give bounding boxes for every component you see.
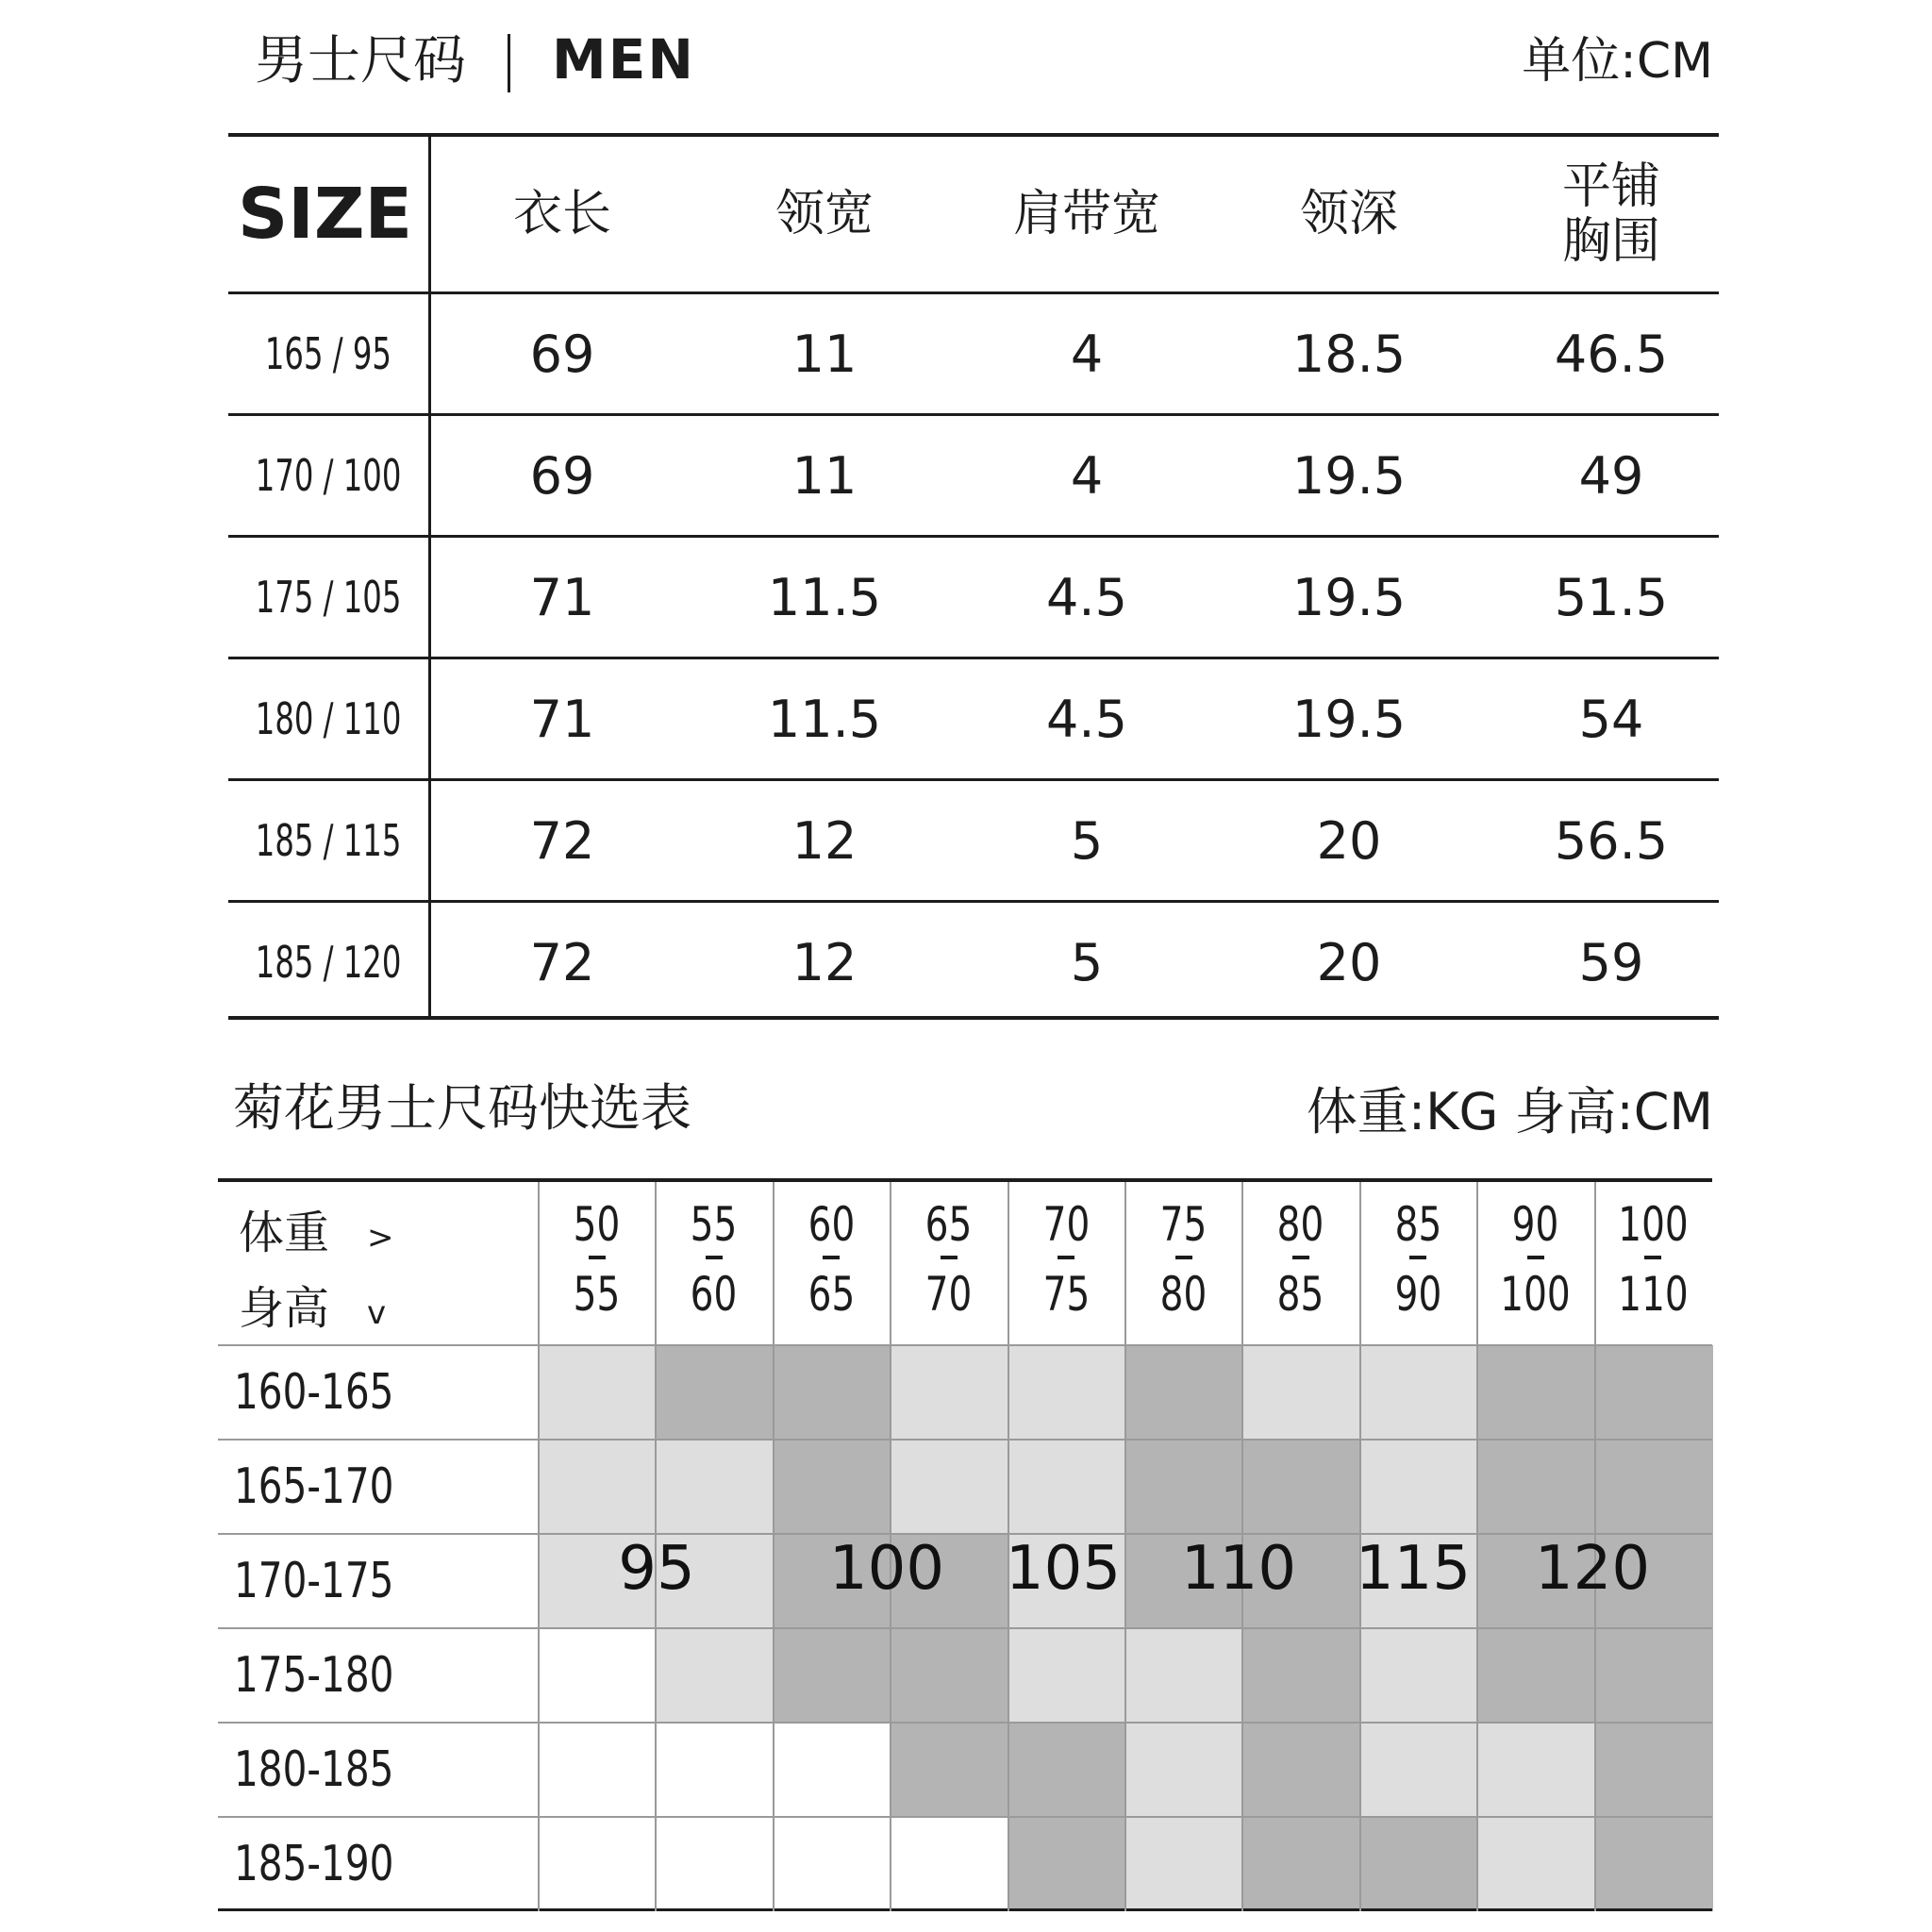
value-cell-length: 71 xyxy=(529,567,595,627)
down-arrow-icon: v xyxy=(367,1294,387,1332)
page-title: 男士尺码 xyxy=(255,30,466,92)
grid-cell xyxy=(1477,1440,1595,1534)
grid-cell xyxy=(1595,1628,1713,1723)
grid-cell xyxy=(1595,1440,1713,1534)
table-row xyxy=(228,416,1719,535)
weight-column-header xyxy=(1125,1199,1241,1320)
grid-row-rule xyxy=(218,1344,1712,1346)
grid-cell xyxy=(891,1440,1008,1534)
table-row xyxy=(228,781,1719,900)
range-dash xyxy=(1527,1256,1544,1259)
weight-axis-label xyxy=(239,1207,394,1264)
weight-max: 80 xyxy=(1159,1267,1208,1322)
weight-min: 100 xyxy=(1617,1197,1689,1252)
size-cell: 185 / 115 xyxy=(255,815,402,866)
range-dash xyxy=(1292,1256,1309,1259)
range-dash xyxy=(1409,1256,1426,1259)
weight-max: 55 xyxy=(573,1267,621,1322)
value-cell-strap-width: 4.5 xyxy=(1046,689,1127,749)
range-dash xyxy=(1644,1256,1661,1259)
value-cell-length: 69 xyxy=(529,445,595,506)
recommended-size-label: 100 xyxy=(828,1534,945,1604)
recommended-size-label: 105 xyxy=(1005,1534,1122,1604)
grid-cell xyxy=(1125,1723,1243,1817)
column-header-neck-width: 领宽 xyxy=(774,186,874,242)
grid-cell xyxy=(1125,1345,1243,1440)
grid-cell xyxy=(539,1440,657,1534)
column-header-neck-depth: 领深 xyxy=(1299,186,1398,242)
weight-column-header xyxy=(1008,1199,1124,1320)
weight-min: 90 xyxy=(1511,1197,1559,1252)
weight-column-header xyxy=(656,1199,772,1320)
weight-column-header xyxy=(1360,1199,1476,1320)
value-cell-neck-width: 11 xyxy=(791,324,858,384)
grid-row-rule xyxy=(218,1722,1712,1724)
grid-cell xyxy=(774,1440,891,1534)
weight-max: 90 xyxy=(1394,1267,1442,1322)
column-header-chest: 平铺 胸围 xyxy=(1561,158,1660,270)
title-divider xyxy=(508,34,510,92)
weight-max: 65 xyxy=(808,1267,856,1322)
table-row xyxy=(228,659,1719,778)
weight-label: 体重 xyxy=(239,1207,330,1259)
recommended-size-label: 95 xyxy=(618,1534,695,1604)
weight-column-header xyxy=(1595,1199,1711,1320)
size-cell: 170 / 100 xyxy=(255,450,402,501)
weight-max: 100 xyxy=(1500,1267,1571,1322)
weight-min: 50 xyxy=(573,1197,621,1252)
size-cell: 165 / 95 xyxy=(264,328,392,379)
weight-max: 85 xyxy=(1277,1267,1324,1322)
value-cell-neck-width: 12 xyxy=(791,932,858,992)
grid-cell xyxy=(774,1345,891,1440)
range-dash xyxy=(941,1256,958,1259)
range-dash xyxy=(1175,1256,1192,1259)
weight-max: 60 xyxy=(691,1267,738,1322)
value-cell-neck-width: 11.5 xyxy=(767,689,882,749)
height-row-header: 170-175 xyxy=(234,1553,394,1609)
grid-cell xyxy=(891,1817,1008,1911)
weight-max: 70 xyxy=(924,1267,973,1322)
weight-min: 55 xyxy=(691,1197,738,1252)
grid-row-rule xyxy=(218,1908,1712,1911)
value-cell-neck-width: 11 xyxy=(791,445,858,506)
column-header-strap-width: 肩带宽 xyxy=(1012,186,1160,242)
weight-max: 75 xyxy=(1042,1267,1090,1322)
recommended-size-label: 120 xyxy=(1534,1534,1651,1604)
value-cell-neck-depth: 20 xyxy=(1316,810,1382,871)
grid-cell xyxy=(1477,1345,1595,1440)
height-axis-label xyxy=(239,1282,386,1340)
grid-cell xyxy=(1477,1817,1595,1911)
value-cell-neck-depth: 18.5 xyxy=(1291,324,1407,384)
grid-cell xyxy=(1360,1345,1478,1440)
weight-column-header xyxy=(774,1199,890,1320)
grid-cell xyxy=(539,1345,657,1440)
grid-cell xyxy=(774,1628,891,1723)
grid-cell xyxy=(891,1345,1008,1440)
grid-cell xyxy=(656,1817,774,1911)
range-dash xyxy=(823,1256,840,1259)
grid-cell xyxy=(1008,1723,1126,1817)
weight-max: 110 xyxy=(1617,1267,1689,1322)
table-row xyxy=(228,538,1719,657)
quick-select-title: 菊花男士尺码快选表 xyxy=(233,1078,691,1138)
grid-row-rule xyxy=(218,1816,1712,1818)
table-header-row xyxy=(228,137,1719,291)
grid-row-rule xyxy=(218,1439,1712,1441)
grid-cell xyxy=(539,1628,657,1723)
grid-cell xyxy=(656,1440,774,1534)
grid-cell xyxy=(1360,1723,1478,1817)
grid-cell xyxy=(656,1345,774,1440)
value-cell-strap-width: 5 xyxy=(1070,810,1104,871)
height-row-header: 180-185 xyxy=(234,1741,394,1798)
value-cell-length: 69 xyxy=(529,324,595,384)
range-dash xyxy=(1058,1256,1074,1259)
right-arrow-icon: > xyxy=(367,1219,394,1257)
size-cell: 175 / 105 xyxy=(255,572,402,623)
height-row-header: 175-180 xyxy=(234,1647,394,1704)
grid-cell xyxy=(1242,1628,1360,1723)
value-cell-neck-depth: 19.5 xyxy=(1291,445,1407,506)
grid-cell xyxy=(1477,1723,1595,1817)
weight-min: 75 xyxy=(1159,1197,1208,1252)
grid-row-rule xyxy=(218,1627,1712,1629)
table-row xyxy=(228,903,1719,1022)
grid-cell xyxy=(1242,1723,1360,1817)
value-cell-chest: 51.5 xyxy=(1554,567,1669,627)
grid-cell xyxy=(1125,1817,1243,1911)
grid-cell xyxy=(1360,1628,1478,1723)
height-row-header: 165-170 xyxy=(234,1458,394,1515)
weight-column-header xyxy=(539,1199,655,1320)
value-cell-chest: 54 xyxy=(1578,689,1644,749)
height-row-header: 185-190 xyxy=(234,1836,394,1892)
size-cell: 185 / 120 xyxy=(255,937,402,988)
grid-cell xyxy=(1360,1817,1478,1911)
grid-cell xyxy=(1008,1440,1126,1534)
grid-cell xyxy=(891,1628,1008,1723)
grid-cell xyxy=(1125,1628,1243,1723)
grid-cell xyxy=(656,1723,774,1817)
value-cell-chest: 56.5 xyxy=(1554,810,1669,871)
size-column-header: SIZE xyxy=(238,174,413,255)
grid-cell xyxy=(1477,1628,1595,1723)
weight-min: 85 xyxy=(1394,1197,1442,1252)
recommended-size-label: 110 xyxy=(1180,1534,1297,1604)
height-row-header: 160-165 xyxy=(234,1364,394,1421)
weight-min: 70 xyxy=(1042,1197,1090,1252)
value-cell-chest: 46.5 xyxy=(1554,324,1669,384)
weight-min: 80 xyxy=(1277,1197,1324,1252)
weight-column-header xyxy=(1477,1199,1593,1320)
height-label: 身高 xyxy=(239,1282,330,1335)
grid-cell xyxy=(1242,1440,1360,1534)
value-cell-strap-width: 5 xyxy=(1070,932,1104,992)
grid-cell xyxy=(1008,1817,1126,1911)
grid-cell xyxy=(1008,1628,1126,1723)
weight-min: 60 xyxy=(808,1197,856,1252)
recommended-size-label: 115 xyxy=(1355,1534,1472,1604)
column-header-length: 衣长 xyxy=(512,186,611,242)
grid-cell xyxy=(1595,1723,1713,1817)
value-cell-length: 71 xyxy=(529,689,595,749)
value-cell-neck-width: 11.5 xyxy=(767,567,882,627)
page-title-english: MEN xyxy=(552,27,695,92)
grid-cell xyxy=(774,1817,891,1911)
grid-cell xyxy=(539,1817,657,1911)
value-cell-length: 72 xyxy=(529,932,595,992)
range-dash xyxy=(589,1256,606,1259)
unit-label: 单位:CM xyxy=(1522,33,1713,90)
value-cell-neck-depth: 19.5 xyxy=(1291,567,1407,627)
value-cell-chest: 59 xyxy=(1578,932,1644,992)
value-cell-strap-width: 4 xyxy=(1070,324,1104,384)
value-cell-strap-width: 4 xyxy=(1070,445,1104,506)
table-row xyxy=(228,294,1719,413)
grid-cell xyxy=(1125,1440,1243,1534)
value-cell-neck-depth: 20 xyxy=(1316,932,1382,992)
grid-cell xyxy=(774,1723,891,1817)
size-cell: 180 / 110 xyxy=(255,693,402,744)
grid-cell xyxy=(656,1628,774,1723)
grid-cell xyxy=(891,1723,1008,1817)
grid-cell xyxy=(1242,1817,1360,1911)
weight-min: 65 xyxy=(924,1197,973,1252)
quick-select-units: 体重:KG 身高:CM xyxy=(1306,1082,1713,1141)
grid-cell xyxy=(539,1723,657,1817)
grid-top-rule xyxy=(218,1178,1712,1182)
grid-cell xyxy=(1008,1345,1126,1440)
value-cell-chest: 49 xyxy=(1578,445,1644,506)
value-cell-length: 72 xyxy=(529,810,595,871)
weight-column-header xyxy=(891,1199,1007,1320)
size-table xyxy=(228,133,1719,1020)
grid-cell xyxy=(1360,1440,1478,1534)
grid-cell xyxy=(1595,1817,1713,1911)
range-dash xyxy=(706,1256,723,1259)
value-cell-neck-depth: 19.5 xyxy=(1291,689,1407,749)
grid-cell xyxy=(1595,1345,1713,1440)
value-cell-neck-width: 12 xyxy=(791,810,858,871)
grid-cell xyxy=(1242,1345,1360,1440)
weight-column-header xyxy=(1242,1199,1358,1320)
value-cell-strap-width: 4.5 xyxy=(1046,567,1127,627)
